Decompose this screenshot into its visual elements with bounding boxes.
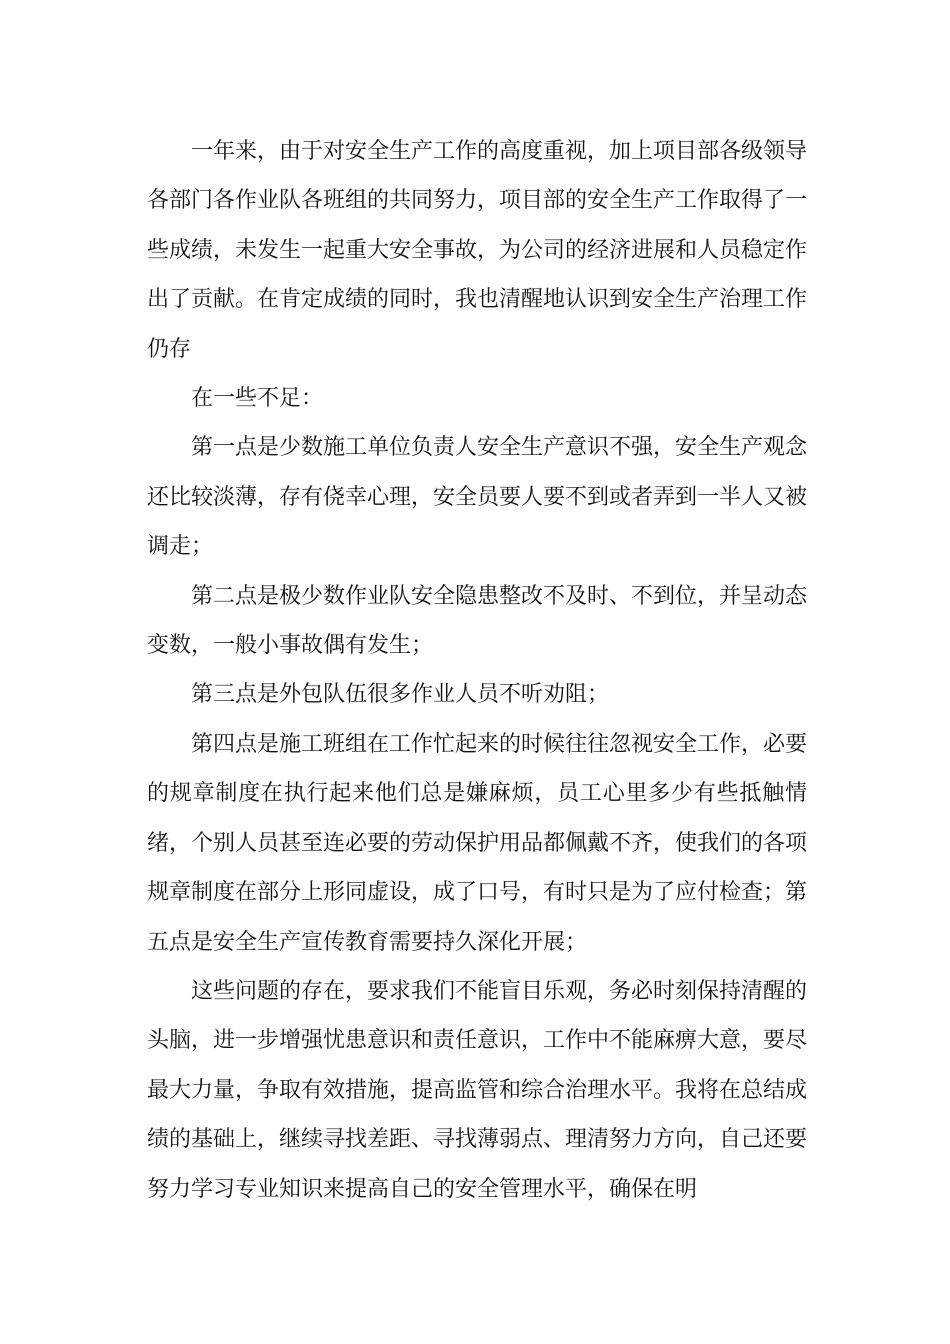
paragraph-point-one: 第一点是少数施工单位负责人安全生产意识不强，安全生产观念还比较淡薄，存有侥幸心理，安全员要人要不到或者弄到一半人又被调走； (147, 435, 808, 560)
paragraph-shortcomings: 在一些不足： (191, 386, 324, 412)
paragraph-point-two: 第二点是极少数作业队安全隐患整改不及时、不到位，并呈动态变数，一般小事故偶有发生； (147, 583, 808, 659)
paragraph-intro: 一年来，由于对安全生产工作的高度重视，加上项目部各级领导各部门各作业队各班组的共同努力，项目部的安全生产工作取得了一些成绩，未发生一起重大安全事故，为公司的经济进展和人员稳定作出了贡献。在肯定成绩的同时，我也清醒地认识到安全生产治理工作仍存 (147, 139, 808, 362)
paragraph-conclusion: 这些问题的存在，要求我们不能盲目乐观，务必时刻保持清醒的头脑，进一步增强忧患意识和责任意识，工作中不能麻痹大意，要尽最大力量，争取有效措施，提高监管和综合治理水平。我将在总结成绩的基础上，继续寻找差距、寻找薄弱点、理清努力方向，自己还要努力学习专业知识来提高自己的安全管理水平，确保在明 (147, 978, 808, 1202)
paragraph-point-three: 第三点是外包队伍很多作业人员不听劝阻； (191, 682, 610, 708)
paragraph-point-four-five: 第四点是施工班组在工作忙起来的时候往往忽视安全工作，必要的规章制度在执行起来他们总是嫌麻烦，员工心里多少有些抵触情绪，个别人员甚至连必要的劳动保护用品都佩戴不齐，使我们的各项规章制度在部分上形同虚设，成了口号，有时只是为了应付检查；第五点是安全生产宣传教育需要持久深化开展； (147, 731, 808, 955)
document-body (147, 127, 807, 1214)
